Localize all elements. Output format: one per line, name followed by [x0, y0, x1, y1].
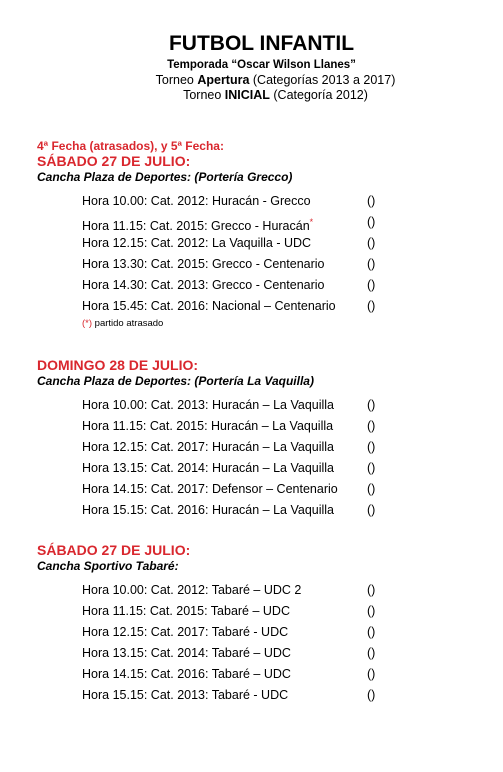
section-sabado-grecco — [37, 153, 477, 329]
result-placeholder: () — [367, 583, 376, 597]
match-row: Hora 13.30: Cat. 2015: Grecco - Centenario () — [37, 254, 477, 275]
match-list — [37, 191, 477, 317]
match-row: Hora 13.15: Cat. 2014: Huracán – La Vaquilla () — [37, 458, 477, 479]
section-domingo-vaquilla — [37, 357, 477, 521]
match-row: Hora 11.15: Cat. 2015: Tabaré – UDC () — [37, 601, 477, 622]
result-placeholder: () — [367, 419, 376, 433]
section-venue: Cancha Plaza de Deportes: (Portería La Vaquilla) — [37, 374, 314, 388]
result-placeholder: () — [367, 688, 376, 702]
result-placeholder: () — [367, 461, 376, 475]
match-row: Hora 11.15: Cat. 2015: Huracán – La Vaquilla () — [37, 416, 477, 437]
section-day: DOMINGO 28 DE JULIO: — [37, 357, 199, 373]
result-placeholder: () — [367, 440, 376, 454]
match-row: Hora 15.15: Cat. 2016: Huracán – La Vaquilla () — [37, 500, 477, 521]
section-venue: Cancha Sportivo Tabaré: — [37, 559, 179, 573]
match-row: Hora 15.15: Cat. 2013: Tabaré - UDC () — [37, 685, 477, 706]
result-placeholder: () — [367, 398, 376, 412]
match-list — [37, 580, 477, 706]
match-row: Hora 10.00: Cat. 2012: Tabaré – UDC 2 () — [37, 580, 477, 601]
result-placeholder: () — [367, 625, 376, 639]
result-placeholder: () — [367, 194, 376, 208]
result-placeholder: () — [367, 215, 376, 229]
result-placeholder: () — [367, 482, 376, 496]
page-title: FUTBOL INFANTIL — [168, 32, 355, 55]
footnote: (*) partido atrasado — [82, 318, 164, 329]
season-subtitle: Temporada “Oscar Wilson Llanes” — [167, 59, 356, 71]
section-sabado-tabare — [37, 542, 477, 706]
section-day: SÁBADO 27 DE JULIO: — [37, 542, 191, 558]
match-row: Hora 12.15: Cat. 2017: Huracán – La Vaquilla () — [37, 437, 477, 458]
section-venue: Cancha Plaza de Deportes: (Portería Grecco) — [37, 170, 293, 184]
match-row: Hora 14.30: Cat. 2013: Grecco - Centenario () — [37, 275, 477, 296]
document-header — [0, 30, 503, 103]
result-placeholder: () — [367, 257, 376, 271]
torneo-inicial-line: Torneo INICIAL (Categoría 2012) — [183, 88, 368, 102]
match-list — [37, 395, 477, 521]
delayed-marker: * — [309, 217, 314, 227]
match-row: Hora 13.15: Cat. 2014: Tabaré – UDC () — [37, 643, 477, 664]
match-row: Hora 12.15: Cat. 2012: La Vaquilla - UDC () — [37, 233, 477, 254]
result-placeholder: () — [367, 503, 376, 517]
match-row: Hora 14.15: Cat. 2016: Tabaré – UDC () — [37, 664, 477, 685]
result-placeholder: () — [367, 278, 376, 292]
result-placeholder: () — [367, 604, 376, 618]
match-row: Hora 12.15: Cat. 2017: Tabaré - UDC () — [37, 622, 477, 643]
section-day: SÁBADO 27 DE JULIO: — [37, 153, 191, 169]
fecha-note: 4ª Fecha (atrasados), y 5ª Fecha: — [37, 139, 224, 153]
result-placeholder: () — [367, 646, 376, 660]
result-placeholder: () — [367, 236, 376, 250]
result-placeholder: () — [367, 667, 376, 681]
result-placeholder: () — [367, 299, 376, 313]
match-row: Hora 10.00: Cat. 2012: Huracán - Grecco () — [37, 191, 477, 212]
torneo-apertura-line: Torneo Apertura (Categorías 2013 a 2017) — [155, 73, 396, 87]
match-row: Hora 11.15: Cat. 2015: Grecco - Huracán* () — [37, 212, 477, 233]
match-row: Hora 14.15: Cat. 2017: Defensor – Centenario () — [37, 479, 477, 500]
match-row: Hora 15.45: Cat. 2016: Nacional – Centenario () — [37, 296, 477, 317]
match-row: Hora 10.00: Cat. 2013: Huracán – La Vaquilla () — [37, 395, 477, 416]
